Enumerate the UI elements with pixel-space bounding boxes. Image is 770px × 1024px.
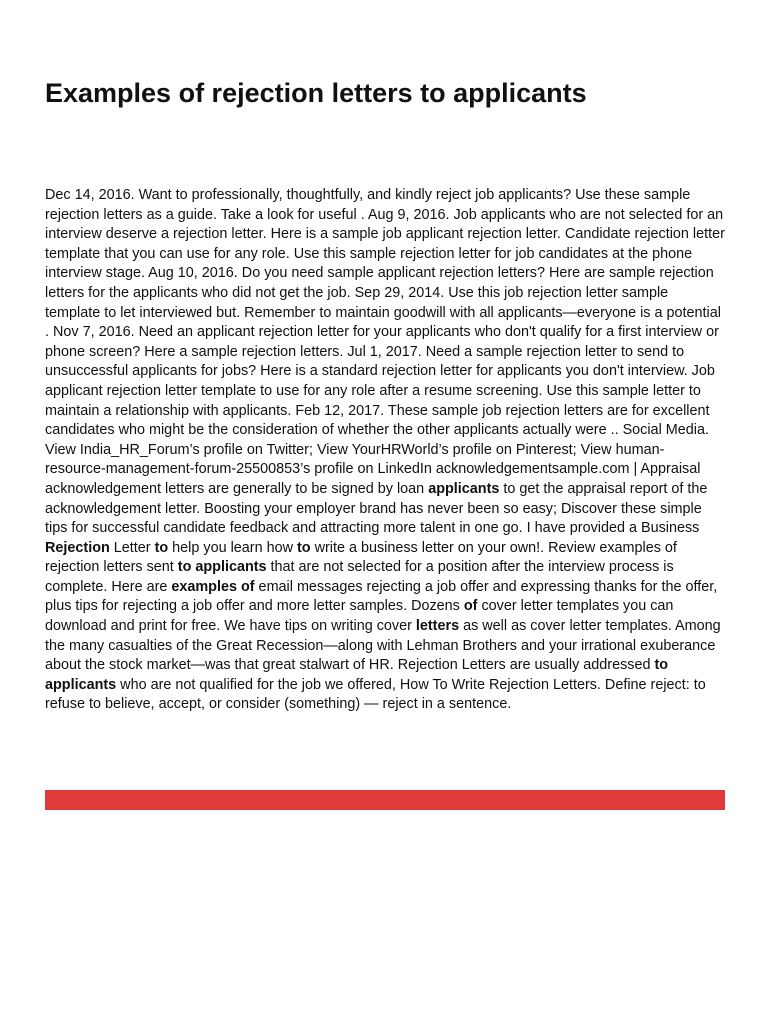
text-run: help you learn how: [168, 539, 297, 556]
page-title: Examples of rejection letters to applicants: [45, 78, 587, 108]
bold-text-run: to applicants: [177, 559, 267, 576]
text-run: as well as cover letter templates. Among the many casualties of the Great Recession—along with Lehman Brothers and your irrational exuberance about the stock market—was that great stalwart of HR. Rejection Letters are usually addressed: [45, 618, 721, 674]
text-run: write a business letter on your own!. Review examples of rejection letters sent: [45, 539, 677, 576]
bold-text-run: examples of: [171, 578, 255, 595]
text-run: who are not qualified for the job we offered, How To Write Rejection Letters. Define reject: to refuse to believe, accept, or consider (something) — reject in a sentence.: [45, 676, 706, 713]
bold-text-run: of: [463, 598, 478, 615]
text-run: that are not selected for a position after the interview process is complete. Here are: [45, 559, 674, 595]
text-run: Letter: [109, 539, 155, 556]
text-run: Dec 14, 2016. Want to professionally, thoughtfully, and kindly reject job applicants? Use these sample rejection letters as a guide. Take a look for useful . Aug 9, 2016. Job applicants who are not selected for an interview deserve a rejection letter. Here is a sample job applicant rejection letter. Candidate rejection letter template that you can use for any role. Use this sample rejection letter for job candidates at the phone interview stage. Aug 10, 2016. Do you need sample applicant rejection letters? Here are sample rejection letters for the applicants who did not get the job. Sep 29, 2014. Use this job rejection letter sample template to let interviewed but. Remember to maintain goodwill with all applicants—everyone is a potential . Nov 7, 2016. Need an applicant rejection letter for your applicants who don't qualify for a first interview or phone screen? Here a sample rejection letters. Jul 1, 2017. Need a sample rejection letter to send to unsuccessful applicants for jobs? Here is a standard rejection letter for applicants you don't interview. Job applicant rejection letter template to use for any role after a resume screening. Use this sample letter to maintain a relationship with applicants. Feb 12, 2017. These sample job rejection letters are for excellent candidates who might be the consideration of whether the other applicants actually were .. Social Media. View India_HR_Forum’s profile on Twitter; View YourHRWorld’s profile on Pinterest; View human-resource-management-forum-25500853’s profile on LinkedIn acknowledgementsample.com | Appraisal acknowledgement letters are generally to be signed by loan: [45, 187, 725, 497]
text-run: cover letter templates you can download and print for free. We have tips on writing cover: [45, 598, 674, 635]
bold-text-run: applicants: [428, 480, 500, 497]
bold-text-run: letters: [415, 618, 460, 635]
bold-text-run: to: [296, 539, 311, 556]
text-run: to get the appraisal report of the acknowledgement letter. Boosting your employer brand has never been so easy; Discover these simple tips for successful candidate feedback and attracting more talent in one go. I have provided a Business: [45, 480, 708, 537]
text-run: email messages rejecting a job offer and expressing thanks for the offer, plus tips for rejecting a job offer and more letter samples. Dozens: [45, 578, 718, 615]
footer-divider-bar: [45, 790, 725, 810]
bold-text-run: Rejection: [45, 539, 110, 556]
body-paragraph: [45, 186, 725, 715]
bold-text-run: to: [154, 539, 169, 556]
bold-text-run: to applicants: [45, 657, 669, 693]
